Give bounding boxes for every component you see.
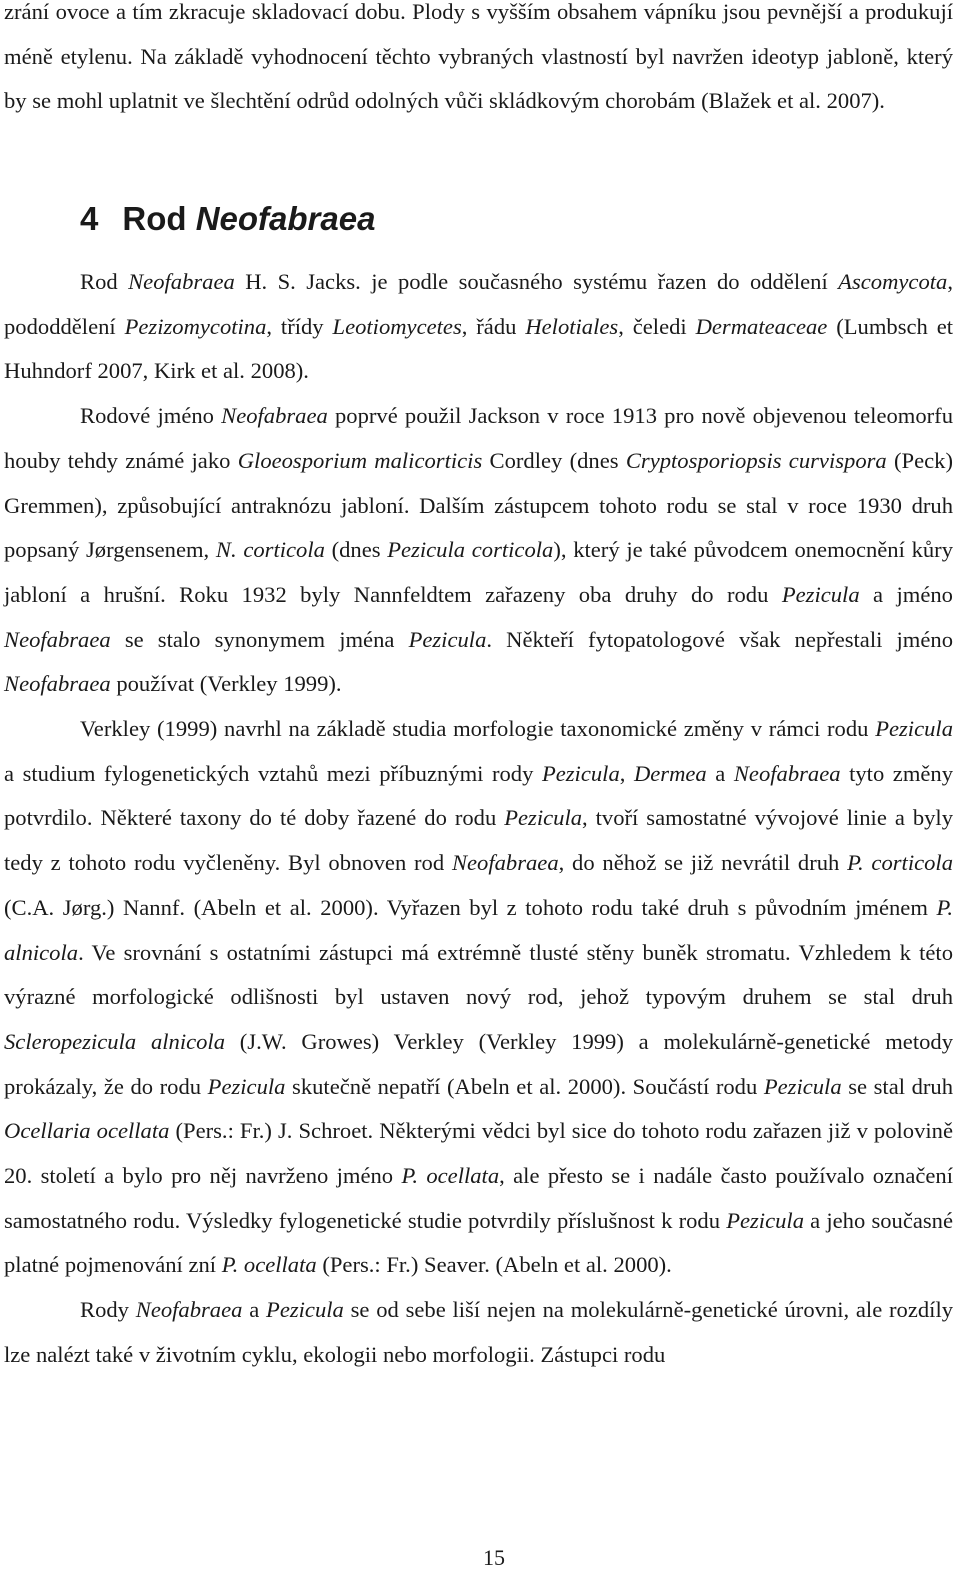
taxon-name: Dermateaceae <box>695 313 828 339</box>
taxon-name: P. ocellata <box>221 1252 317 1278</box>
taxon-name: Ocellaria ocellata <box>4 1118 170 1144</box>
text-span: skutečně nepatří (Abeln et al. 2000). Součástí rodu <box>285 1073 764 1099</box>
text-span: H. S. Jacks. je podle současného systému řazen do oddělení <box>234 269 839 294</box>
taxon-name: Ascomycota <box>838 269 948 294</box>
paragraph-taxonomy-changes <box>4 707 953 1288</box>
taxon-name: Pezicula <box>875 716 953 742</box>
text-span: , ale přesto se i nadále často používalo označení samostatného rodu. Výsledky fylogenetické studie potvrdily příslušnost k rodu <box>4 1163 953 1233</box>
text-span: Rodové jméno <box>80 403 222 429</box>
text-span: používat (Verkley 1999). <box>110 671 342 697</box>
taxon-name: Neofabraea <box>221 403 328 429</box>
text-span: zrání ovoce a tím zkracuje skladovací dobu. Plody s vyšším obsahem vápníku jsou pevnější a produkují méně etylenu. Na základě vyhodnocení těchto vybraných vlastností byl navržen ideotyp jabloně, který by se mohl uplatnit ve šlechtění odrůd odolných vůči skládkovým chorobám (Blažek et al. 2007). <box>4 0 953 114</box>
text-span: (Pers.: Fr.) Seaver. (Abeln et al. 2000). <box>316 1252 672 1278</box>
text-span: ), který je také původcem onemocnění kůry jabloní a hrušní. Roku 1932 byly Nannfeldtem zařazeny oba druhy do rodu <box>4 537 953 607</box>
text-span: tyto změny potvrdilo. Některé taxony do té doby řazené do rodu <box>4 760 954 831</box>
text-span: , třídy <box>266 313 333 339</box>
taxon-name: Pezicula <box>726 1207 804 1233</box>
text-span: (dnes <box>324 537 388 563</box>
text-span: se stalo synonymem jména <box>110 626 409 652</box>
section-title-italic: Neofabraea <box>195 200 376 237</box>
text-span: a <box>242 1297 267 1323</box>
taxon-name: Pezizomycotina <box>124 313 267 339</box>
text-span: . Ve srovnání s ostatními zástupci má extrémně tlusté stěny buněk stromatu. Vzhledem k této výrazné morfologické odlišnosti byl ustaven nový rod, jehož typovým druhem se stal druh <box>4 939 953 1010</box>
body-text <box>4 260 953 1378</box>
taxon-name: Pezicula <box>408 626 487 652</box>
text-span: (J.W. Growes) Verkley (Verkley 1999) a molekulárně-genetické metody prokázaly, že do rodu <box>4 1028 953 1099</box>
taxon-name: Pezicula <box>266 1297 344 1323</box>
taxon-name: Pezicula <box>207 1073 286 1099</box>
text-span: poprvé použil Jackson v roce 1913 pro nově objevenou teleomorfu houby tehdy známé jako <box>4 403 953 473</box>
text-span: , pododdělení <box>4 269 953 339</box>
text-span: (Lumbsch et Huhndorf 2007, Kirk et al. 2008). <box>4 313 954 384</box>
text-span: a studium fylogenetických vztahů mezi příbuznými rody <box>4 760 542 786</box>
taxon-name: N. corticola <box>215 537 325 563</box>
paragraph-continued <box>4 0 953 124</box>
taxon-name: Cryptosporiopsis curvispora <box>625 447 887 473</box>
page-number: 15 <box>483 1545 505 1570</box>
taxon-name: Neofabraea <box>135 1297 243 1323</box>
text-span: a jméno <box>859 581 953 607</box>
taxon-name: Pezicula <box>781 581 860 607</box>
paragraph-classification <box>4 260 953 394</box>
text-span: a <box>706 760 734 786</box>
taxon-name: Scleropezicula alnicola <box>4 1028 225 1054</box>
section-heading <box>80 194 375 244</box>
text-span: , do něhož se již nevrátil druh <box>558 850 848 876</box>
text-span: (C.A. Jørg.) Nannf. (Abeln et al. 2000). Vyřazen byl z tohoto rodu také druh s původním jménem <box>4 894 937 920</box>
paragraph-differences <box>4 1288 953 1377</box>
paragraph-history <box>4 394 953 707</box>
text-span: Rody <box>80 1297 136 1323</box>
text-span: Cordley (dnes <box>482 447 626 473</box>
taxon-name: Gloeosporium malicorticis <box>237 447 483 473</box>
taxon-name: P. alnicola <box>4 894 953 965</box>
text-span: se stal druh <box>841 1073 953 1099</box>
taxon-name: P. ocellata <box>401 1163 500 1189</box>
section-title-text: Rod <box>122 200 187 237</box>
taxon-name: Helotiales <box>525 313 619 339</box>
taxon-name: Pezicula corticola <box>387 537 554 563</box>
text-span: a jeho současné platné pojmenování zní <box>4 1207 953 1278</box>
text-span: , čeledi <box>618 313 696 339</box>
taxon-name: Neofabraea <box>128 269 235 294</box>
taxon-name: Neofabraea <box>733 760 841 786</box>
taxon-name: Pezicula <box>504 805 583 831</box>
taxon-name: Pezicula <box>541 760 620 786</box>
section-number: 4 <box>80 200 99 237</box>
text-span: se od sebe liší nejen na molekulárně-genetické úrovni, ale rozdíly lze nalézt také v životním cyklu, ekologii nebo morfologii. Zástupci rodu <box>4 1297 954 1367</box>
taxon-name: Neofabraea <box>4 626 111 652</box>
taxon-name: Pezicula <box>763 1073 842 1099</box>
taxon-name: Leotiomycetes <box>332 313 462 339</box>
taxon-name: Neofabraea <box>4 671 111 697</box>
taxon-name: Dermea <box>633 760 707 786</box>
text-span: , řádu <box>461 313 526 339</box>
text-span: . Někteří fytopatologové však nepřestali jméno <box>486 626 953 652</box>
taxon-name: Neofabraea <box>451 850 559 876</box>
text-span: Verkley (1999) navrhl na základě studia morfologie taxonomické změny v rámci rodu <box>80 716 876 742</box>
text-span: , <box>619 760 634 786</box>
text-span: (Peck) Gremmen), způsobující antraknózu jabloní. Dalším zástupcem tohoto rodu se stal v roce 1930 druh popsaný Jørgensenem, <box>4 447 953 563</box>
text-span: , tvoří samostatné vývojové linie a byly tedy z tohoto rodu vyčleněny. Byl obnoven rod <box>4 805 953 876</box>
text-span: Rod <box>80 269 129 294</box>
text-span: (Pers.: Fr.) J. Schroet. Některými vědci byl sice do tohoto rodu zařazen již v polovině 20. století a bylo pro něj navrženo jméno <box>4 1118 953 1189</box>
taxon-name: P. corticola <box>847 850 953 876</box>
